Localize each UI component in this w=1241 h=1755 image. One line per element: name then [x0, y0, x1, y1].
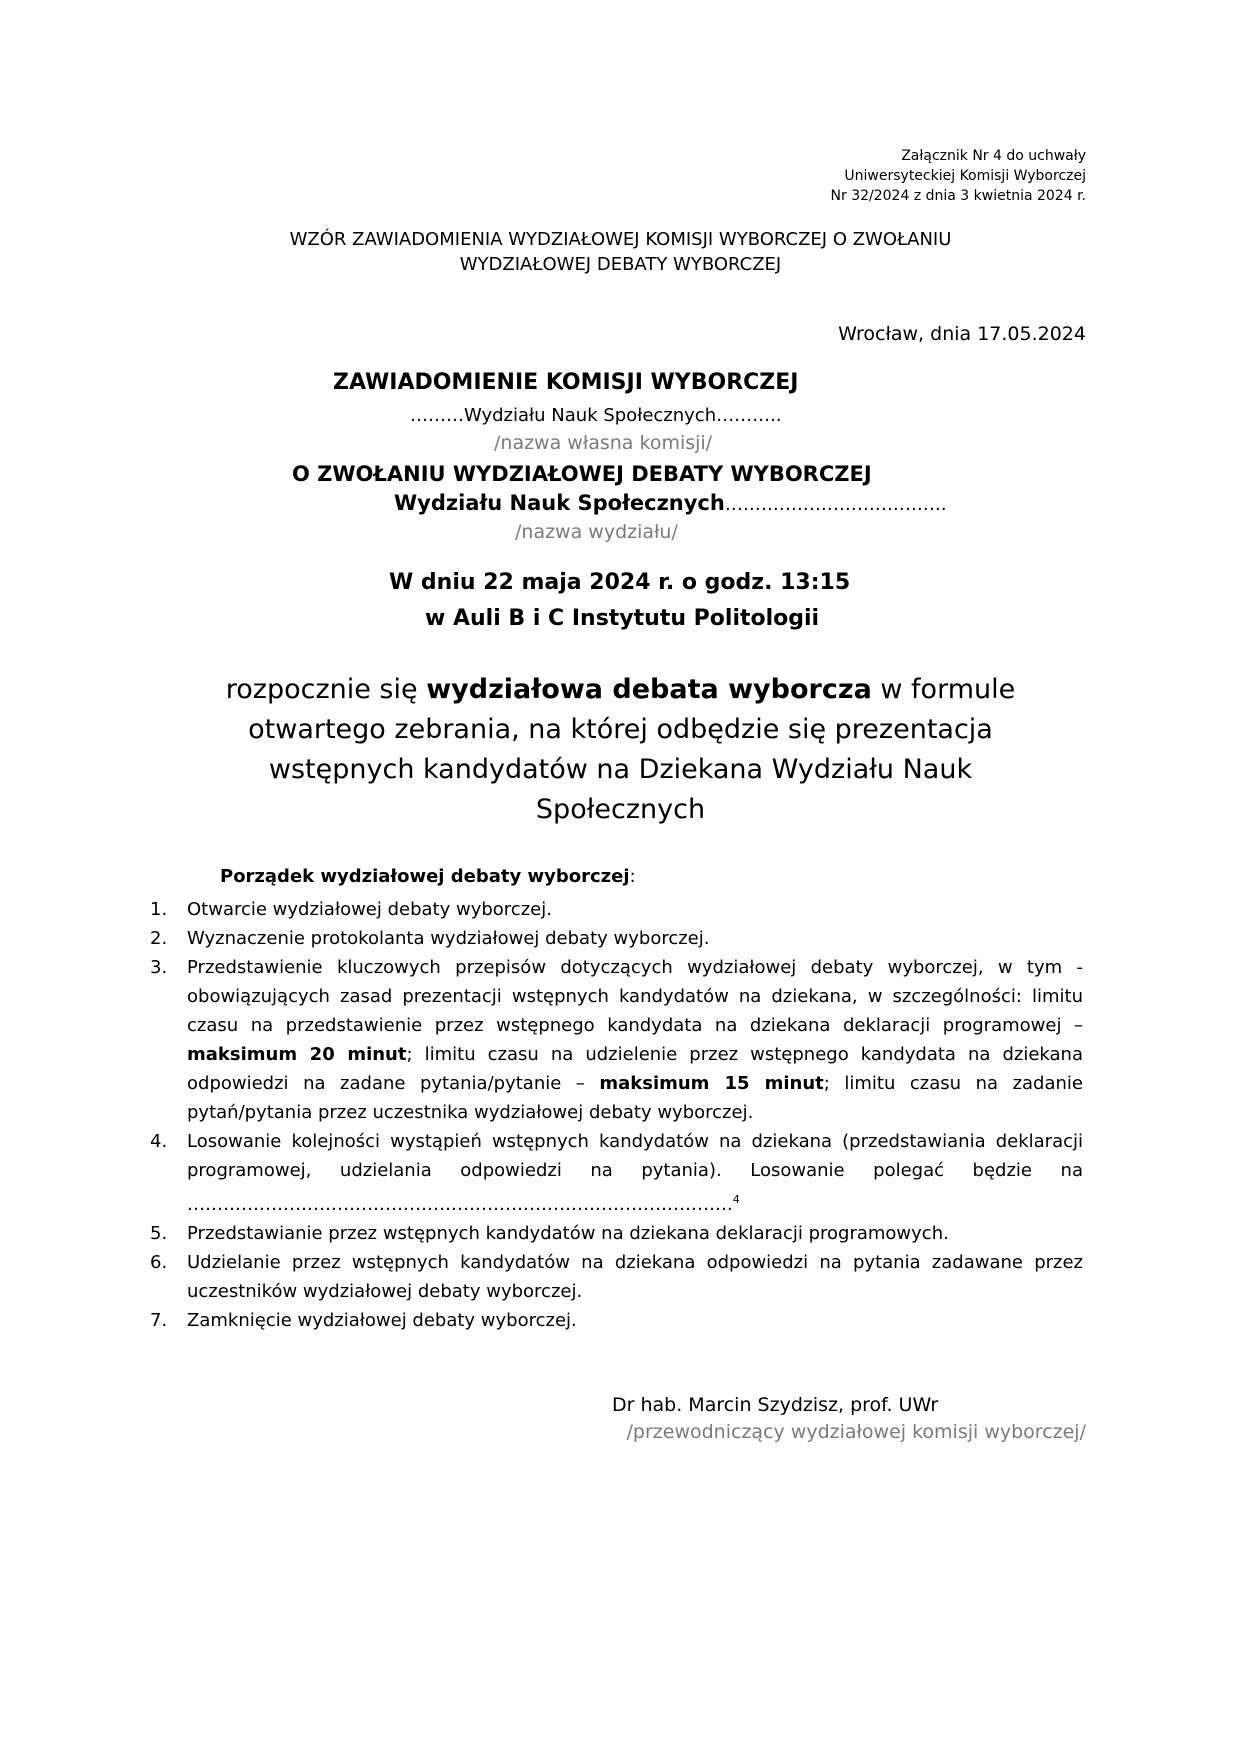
- notice-subheading: O ZWOŁANIU WYDZIAŁOWEJ DEBATY WYBORCZEJ: [292, 462, 872, 486]
- template-title-line-2: WYDZIAŁOWEJ DEBATY WYBORCZEJ: [459, 254, 782, 275]
- faculty-name: Wydziału Nauk Społecznych: [394, 491, 725, 515]
- annex-line-3: Nr 32/2024 z dnia 3 kwietnia 2024 r.: [830, 188, 1086, 204]
- item-number: 2.: [150, 928, 168, 949]
- agenda-list: [150, 895, 1083, 1335]
- item-text-part: Losowanie kolejności wystąpień wstępnych kandydatów na dziekana (przedstawiania deklaracji programowej, udzielania odpowiedzi na pytania). Losowanie polegać będzie na ……………………………………………………………………………….: [187, 1131, 1083, 1215]
- item-number: 5.: [150, 1223, 168, 1244]
- agenda-title: [220, 866, 636, 887]
- intro-line-1: [0, 674, 1241, 705]
- faculty-dots: ……………………………….: [724, 494, 947, 515]
- item-text: Zamknięcie wydziałowej debaty wyborczej.: [187, 1310, 577, 1331]
- intro-line-4: Społecznych: [535, 794, 706, 825]
- item-text: Przedstawianie przez wstępnych kandydatów na dziekana deklaracji programowych.: [187, 1223, 949, 1244]
- item-number: 7.: [150, 1310, 168, 1331]
- debate-location: w Auli B i C Instytutu Politologii: [425, 606, 820, 631]
- list-item: [150, 895, 1083, 924]
- list-item: [150, 1219, 1083, 1248]
- item-number: 1.: [150, 899, 168, 920]
- template-title-line-1: WZÓR ZAWIADOMIENIA WYDZIAŁOWEJ KOMISJI WYBORCZEJ O ZWOŁANIU: [289, 229, 952, 250]
- intro-line-3: wstępnych kandydatów na Dziekana Wydziału Nauk: [268, 754, 973, 785]
- list-item: [150, 953, 1083, 1127]
- item-text: [187, 953, 1083, 1127]
- committee-name: ………Wydziału Nauk Społecznych………..: [410, 405, 782, 426]
- time-limit-declaration: maksimum 20 minut: [187, 1044, 407, 1065]
- annex-line-2: Uniwersyteckiej Komisji Wyborczej: [844, 168, 1086, 184]
- annex-line-1: Załącznik Nr 4 do uchwały: [901, 148, 1086, 164]
- faculty-hint: /nazwa wydziału/: [515, 521, 678, 543]
- intro-line-2: otwartego zebrania, na której odbędzie się prezentacja: [248, 714, 993, 745]
- item-text: [187, 1127, 1083, 1219]
- item-text-part: Przedstawienie kluczowych przepisów dotyczących wydziałowej debaty wyborczej, w tym - obowiązujących zasad prezentacji wstępnych kandydatów na dziekana, w szczególności: limitu czasu na przedstawienie przez wstępnego kandydata na dziekana deklaracji programowej –: [187, 957, 1083, 1036]
- list-item: [150, 1127, 1083, 1219]
- list-item: [150, 924, 1083, 953]
- item-number: 6.: [150, 1252, 168, 1273]
- intro-emphasis: wydziałowa debata wyborcza: [426, 674, 872, 705]
- item-text: Otwarcie wydziałowej debaty wyborczej.: [187, 899, 552, 920]
- signature-role: /przewodniczący wydziałowej komisji wyborczej/: [626, 1421, 1086, 1443]
- notice-heading: ZAWIADOMIENIE KOMISJI WYBORCZEJ: [333, 370, 799, 395]
- time-limit-answers: maksimum 15 minut: [599, 1073, 824, 1094]
- item-number: 4.: [150, 1131, 168, 1152]
- intro-text: rozpocznie się: [225, 674, 427, 705]
- committee-hint: /nazwa własna komisji/: [494, 432, 713, 454]
- footnote-marker: 4: [732, 1193, 740, 1206]
- list-item: [150, 1248, 1083, 1306]
- item-number: 3.: [150, 957, 168, 978]
- list-item: [150, 1306, 1083, 1335]
- intro-text: w formule: [871, 674, 1016, 705]
- agenda-title-suffix: :: [629, 866, 636, 887]
- signature-name: Dr hab. Marcin Szydzisz, prof. UWr: [612, 1394, 939, 1416]
- item-text-part: ; limitu czasu na udzielenie przez wstępnego kandydata na dziekana odpowiedzi na zadane pytania/pytanie –: [187, 1044, 1083, 1094]
- item-text: Wyznaczenie protokolanta wydziałowej debaty wyborczej.: [187, 928, 710, 949]
- faculty-line: [394, 491, 947, 515]
- agenda-title-text: Porządek wydziałowej debaty wyborczej: [220, 866, 630, 887]
- item-text: Udzielanie przez wstępnych kandydatów na dziekana odpowiedzi na pytania zadawane przez uczestników wydziałowej debaty wyborczej.: [187, 1252, 1083, 1302]
- item-text-part: ; limitu czasu na zadanie pytań/pytania przez uczestnika wydziałowej debaty wyborczej.: [187, 1073, 1083, 1123]
- debate-date-time: W dniu 22 maja 2024 r. o godz. 13:15: [389, 570, 851, 595]
- place-date: Wrocław, dnia 17.05.2024: [838, 323, 1086, 345]
